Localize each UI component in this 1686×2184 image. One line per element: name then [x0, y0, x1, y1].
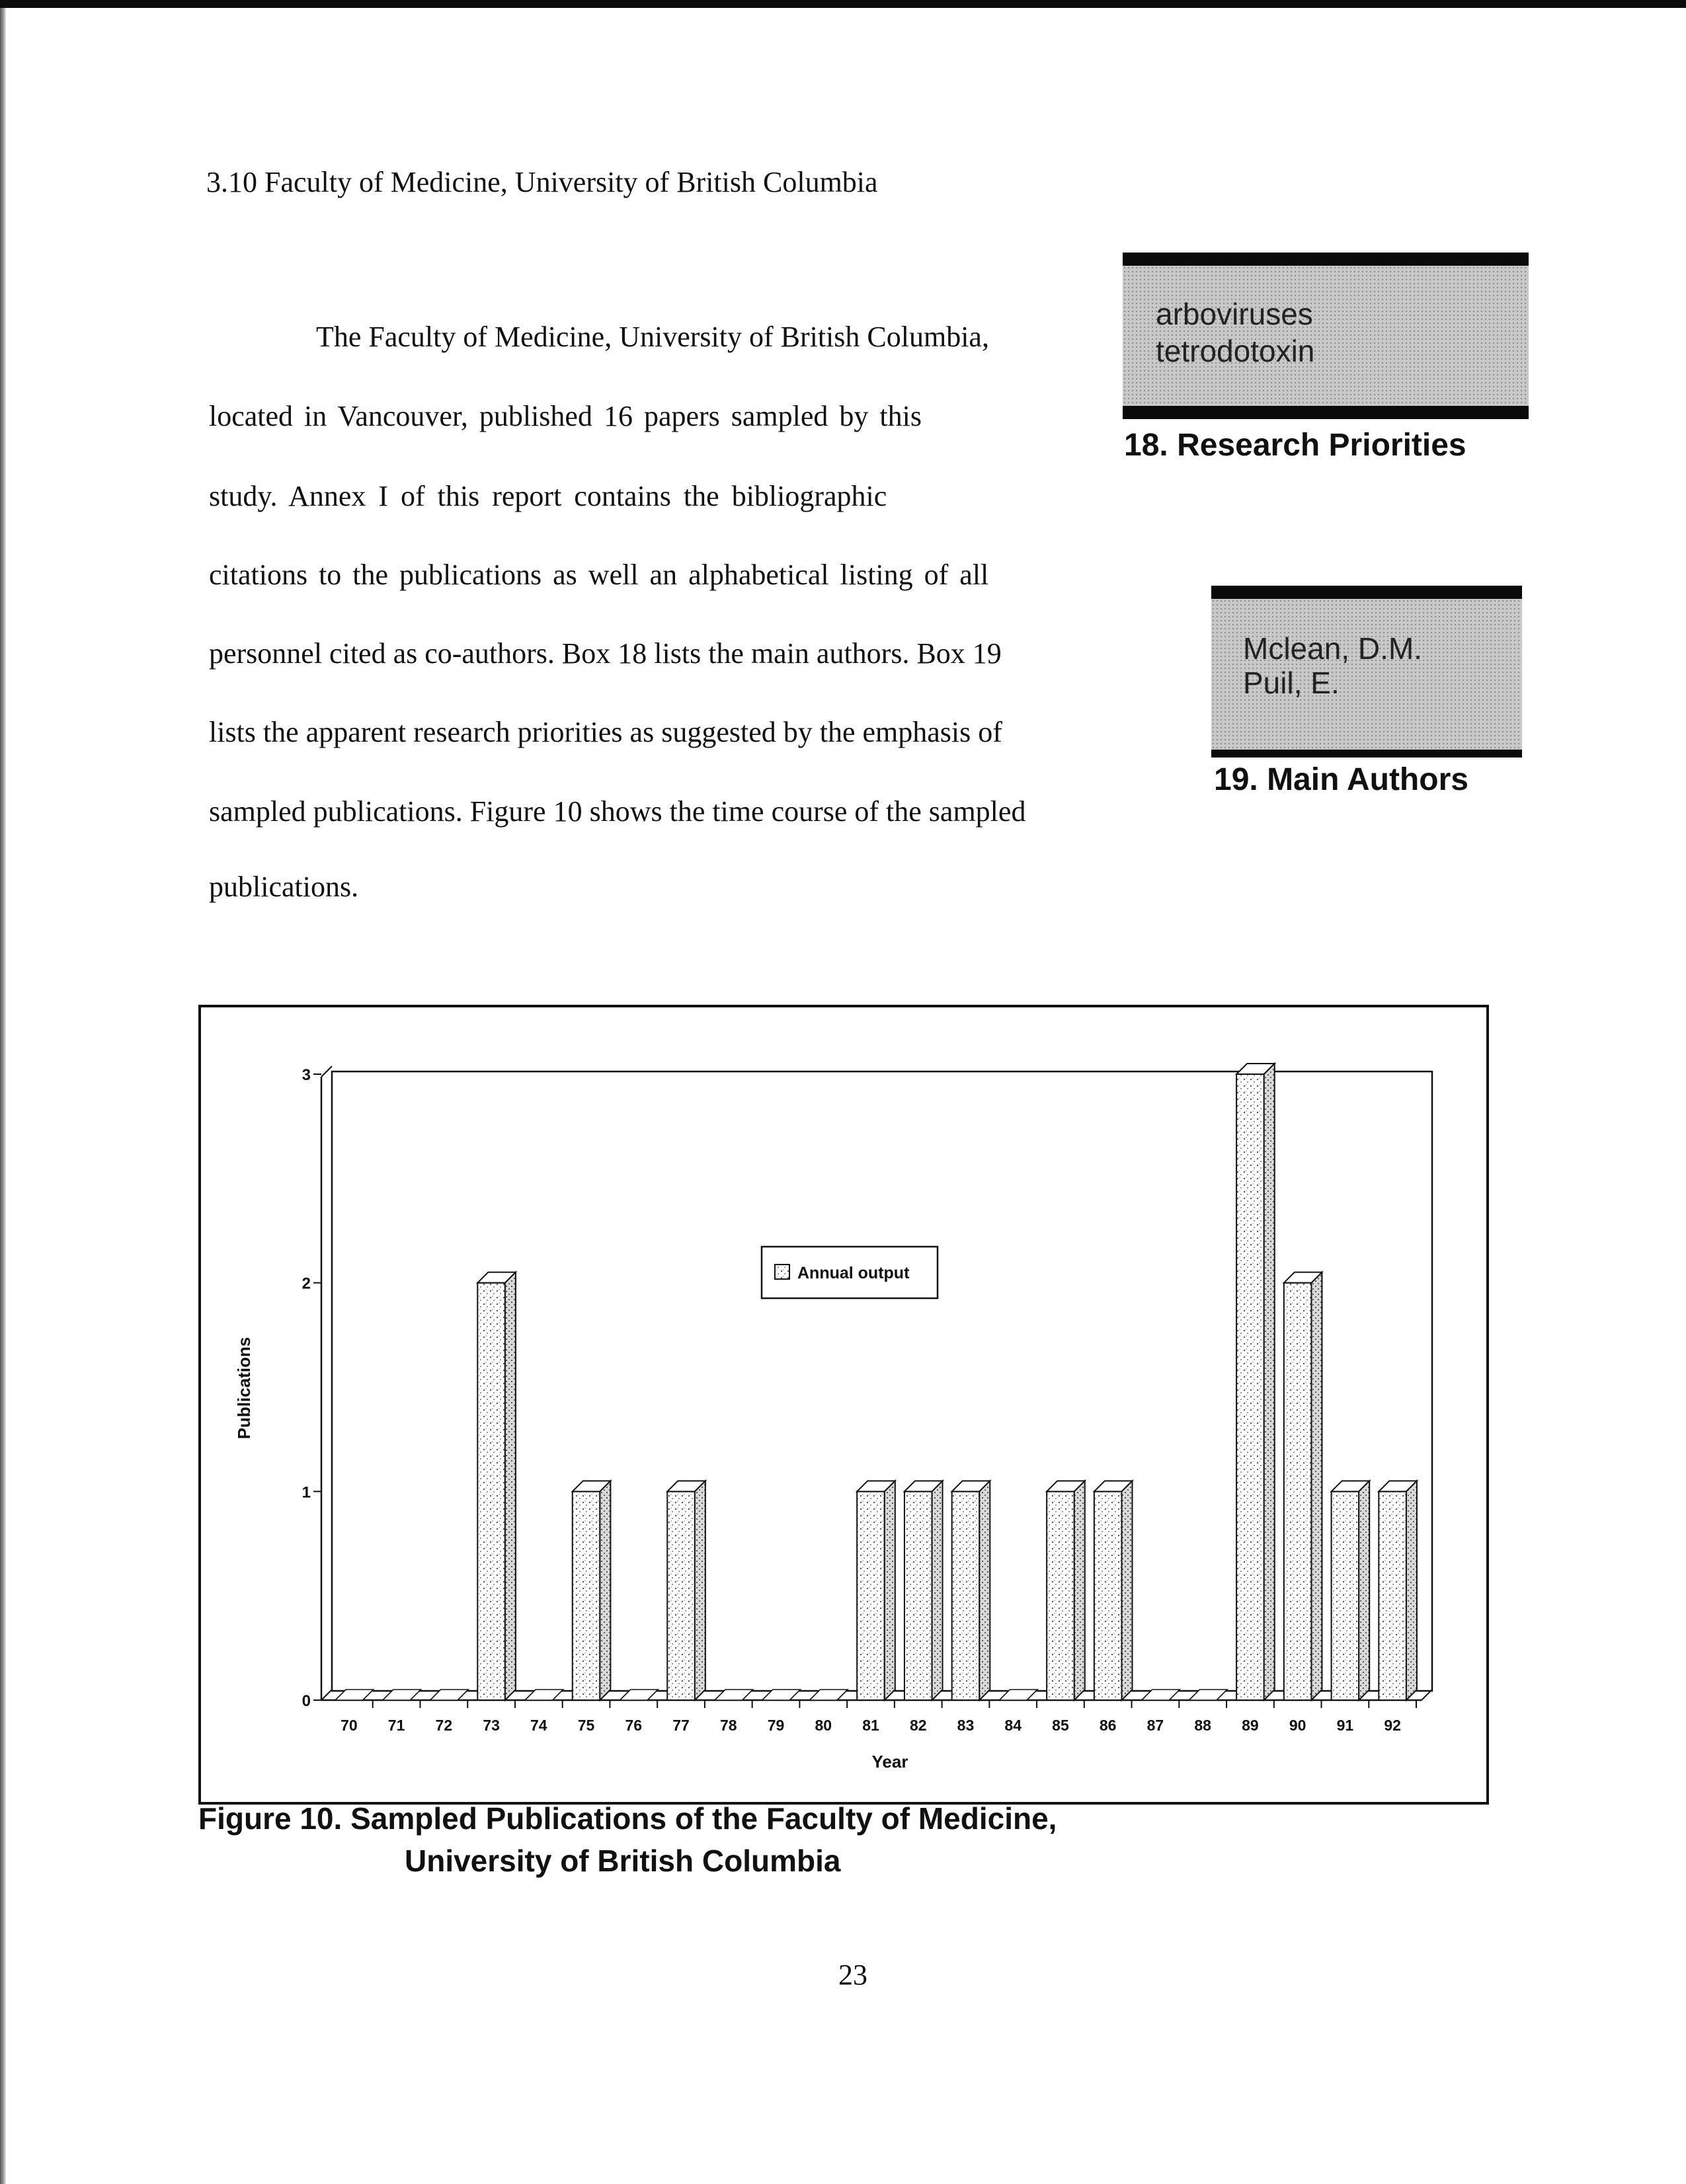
- bar-side: [1264, 1064, 1275, 1700]
- x-tick-label-70: 70: [341, 1717, 358, 1734]
- body-line-8: publications.: [209, 871, 359, 903]
- y-tick-label: 1: [301, 1483, 311, 1502]
- box19-top-rule: [1211, 586, 1522, 599]
- y-tick-label: 3: [301, 1066, 311, 1084]
- box18-top-rule: [1123, 253, 1529, 266]
- x-tick-label-86: 86: [1099, 1717, 1117, 1734]
- bar-side: [1406, 1481, 1417, 1700]
- x-tick-label-85: 85: [1052, 1717, 1069, 1734]
- y-tick-label: 0: [301, 1692, 311, 1710]
- bar-side: [505, 1272, 516, 1700]
- x-axis-title: Year: [871, 1752, 908, 1772]
- body-line-2: located in Vancouver, published 16 papers sampled by this: [209, 400, 922, 432]
- bar-side: [932, 1481, 943, 1700]
- x-tick-label-78: 78: [719, 1717, 737, 1734]
- box18-bottom-rule: [1123, 406, 1529, 419]
- x-tick-label-92: 92: [1384, 1717, 1401, 1734]
- scan-left-edge: [0, 8, 6, 2184]
- bar-83: [952, 1481, 990, 1700]
- bar-86: [1094, 1481, 1133, 1700]
- bar-front: [857, 1491, 885, 1700]
- bar-side: [1311, 1272, 1322, 1700]
- box18-item-1: arboviruses: [1156, 297, 1313, 331]
- bar-front: [904, 1491, 932, 1700]
- publications-chart: [198, 1005, 1489, 1805]
- y-axis-top-edge: [321, 1066, 332, 1077]
- x-tick-label-89: 89: [1242, 1717, 1259, 1734]
- page-number: 23: [838, 1959, 867, 1991]
- x-tick-label-81: 81: [862, 1717, 879, 1734]
- bar-77: [667, 1481, 705, 1700]
- bar-side: [1359, 1481, 1369, 1700]
- bar-front: [667, 1491, 695, 1700]
- bar-side: [695, 1481, 705, 1700]
- bar-92: [1379, 1481, 1417, 1700]
- bar-front: [1379, 1491, 1406, 1700]
- box19-item-2: Puil, E.: [1243, 666, 1340, 700]
- x-tick-label-72: 72: [435, 1717, 453, 1734]
- bar-side: [885, 1481, 895, 1700]
- floor-left-edge: [321, 1690, 332, 1700]
- x-tick-label-84: 84: [1004, 1717, 1022, 1734]
- legend-swatch: [775, 1265, 789, 1279]
- box19-caption: 19. Main Authors: [1214, 762, 1468, 797]
- bar-front: [952, 1491, 980, 1700]
- bar-85: [1047, 1481, 1085, 1700]
- bar-89: [1236, 1064, 1275, 1700]
- bar-90: [1284, 1272, 1322, 1700]
- bar-side: [1074, 1481, 1085, 1700]
- bar-front: [1236, 1074, 1264, 1700]
- x-tick-label-75: 75: [577, 1717, 595, 1734]
- x-tick-label-73: 73: [483, 1717, 500, 1734]
- figure-caption-line-2: University of British Columbia: [405, 1844, 841, 1878]
- box19-item-1: Mclean, D.M.: [1243, 631, 1422, 666]
- y-axis-title: Publications: [234, 1337, 254, 1440]
- body-line-3: study. Annex I of this report contains the bibliographic: [209, 480, 887, 512]
- legend-label: Annual output: [797, 1264, 910, 1282]
- bar-side: [979, 1481, 990, 1700]
- section-heading: 3.10 Faculty of Medicine, University of British Columbia: [206, 166, 878, 198]
- box18-caption: 18. Research Priorities: [1124, 428, 1466, 463]
- x-tick-label-91: 91: [1336, 1717, 1354, 1734]
- bar-73: [477, 1272, 516, 1700]
- legend: [762, 1247, 938, 1298]
- x-tick-label-80: 80: [815, 1717, 832, 1734]
- bar-front: [1332, 1491, 1359, 1700]
- x-tick-label-77: 77: [672, 1717, 690, 1734]
- figure-caption-line-1: Figure 10. Sampled Publications of the Faculty of Medicine,: [198, 1801, 1057, 1836]
- bar-front: [573, 1491, 600, 1700]
- body-line-6: lists the apparent research priorities as suggested by the emphasis of: [209, 716, 1002, 748]
- x-tick-label-74: 74: [530, 1717, 547, 1734]
- bar-side: [600, 1481, 610, 1700]
- bar-81: [857, 1481, 895, 1700]
- bar-front: [1284, 1283, 1312, 1700]
- scan-top-edge: [0, 0, 1686, 8]
- x-tick-label-90: 90: [1289, 1717, 1306, 1734]
- x-tick-label-76: 76: [625, 1717, 643, 1734]
- x-tick-label-83: 83: [957, 1717, 975, 1734]
- body-line-4: citations to the publications as well an alphabetical listing of all: [209, 559, 989, 591]
- box19-bottom-rule: [1211, 750, 1522, 758]
- box18-item-2: tetrodotoxin: [1156, 334, 1315, 368]
- x-tick-label-79: 79: [767, 1717, 785, 1734]
- x-tick-label-88: 88: [1194, 1717, 1211, 1734]
- x-tick-label-82: 82: [909, 1717, 927, 1734]
- body-line-5: personnel cited as co-authors. Box 18 lists the main authors. Box 19: [209, 637, 1002, 670]
- body-line-7: sampled publications. Figure 10 shows the time course of the sampled: [209, 795, 1026, 828]
- bar-side: [1122, 1481, 1133, 1700]
- x-tick-label-87: 87: [1146, 1717, 1164, 1734]
- bar-82: [904, 1481, 943, 1700]
- y-tick-label: 2: [301, 1274, 311, 1293]
- x-tick-label-71: 71: [387, 1717, 405, 1734]
- bar-75: [573, 1481, 611, 1700]
- bar-front: [477, 1283, 505, 1700]
- bar-front: [1047, 1491, 1074, 1700]
- bar-front: [1094, 1491, 1122, 1700]
- bar-91: [1332, 1481, 1370, 1700]
- body-line-1: The Faculty of Medicine, University of British Columbia,: [316, 321, 989, 353]
